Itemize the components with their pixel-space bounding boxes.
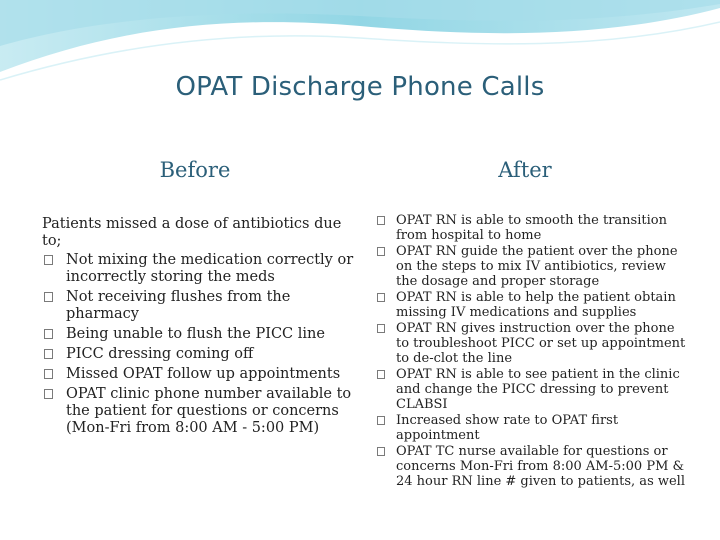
checkbox-outline-icon: [377, 216, 385, 225]
list-item: Increased show rate to OPAT first appointment: [376, 414, 688, 444]
list-item: Not mixing the medication correctly or incorrectly storing the meds: [42, 252, 354, 286]
after-column: [376, 214, 688, 491]
checkbox-outline-icon: [377, 370, 385, 379]
list-item: OPAT TC nurse available for questions or concerns Mon-Fri from 8:00 AM-5:00 PM & 24 hour RN line # given to patients, as well: [376, 445, 688, 489]
list-item: OPAT clinic phone number available to the patient for questions or concerns (Mon-Fri from 8:00 AM - 5:00 PM): [42, 386, 354, 437]
before-list: [42, 252, 354, 437]
checkbox-outline-icon: [377, 324, 385, 333]
list-item: OPAT RN guide the patient over the phone on the steps to mix IV antibiotics, review the dosage and proper storage: [376, 245, 688, 289]
after-heading: After: [498, 158, 552, 182]
checkbox-outline-icon: [44, 369, 53, 379]
after-list: [376, 214, 688, 489]
list-item: OPAT RN gives instruction over the phone to troubleshoot PICC or set up appointment to de-clot the line: [376, 322, 688, 366]
checkbox-outline-icon: [377, 416, 385, 425]
slide-title: OPAT Discharge Phone Calls: [175, 72, 545, 102]
list-item: OPAT RN is able to see patient in the clinic and change the PICC dressing to prevent CLABSI: [376, 368, 688, 412]
checkbox-outline-icon: [44, 292, 53, 302]
list-item: PICC dressing coming off: [42, 346, 354, 363]
checkbox-outline-icon: [377, 293, 385, 302]
checkbox-outline-icon: [44, 329, 53, 339]
checkbox-outline-icon: [377, 447, 385, 456]
list-item: Missed OPAT follow up appointments: [42, 366, 354, 383]
list-item: OPAT RN is able to smooth the transition from hospital to home: [376, 214, 688, 244]
before-column: [42, 216, 354, 440]
before-heading: Before: [159, 158, 231, 182]
checkbox-outline-icon: [44, 349, 53, 359]
before-intro: Patients missed a dose of antibiotics due to;: [42, 216, 342, 249]
list-item: Being unable to flush the PICC line: [42, 326, 354, 343]
list-item: OPAT RN is able to help the patient obtain missing IV medications and supplies: [376, 291, 688, 321]
checkbox-outline-icon: [44, 389, 53, 399]
checkbox-outline-icon: [377, 247, 385, 256]
list-item: Not receiving flushes from the pharmacy: [42, 289, 354, 323]
checkbox-outline-icon: [44, 255, 53, 265]
